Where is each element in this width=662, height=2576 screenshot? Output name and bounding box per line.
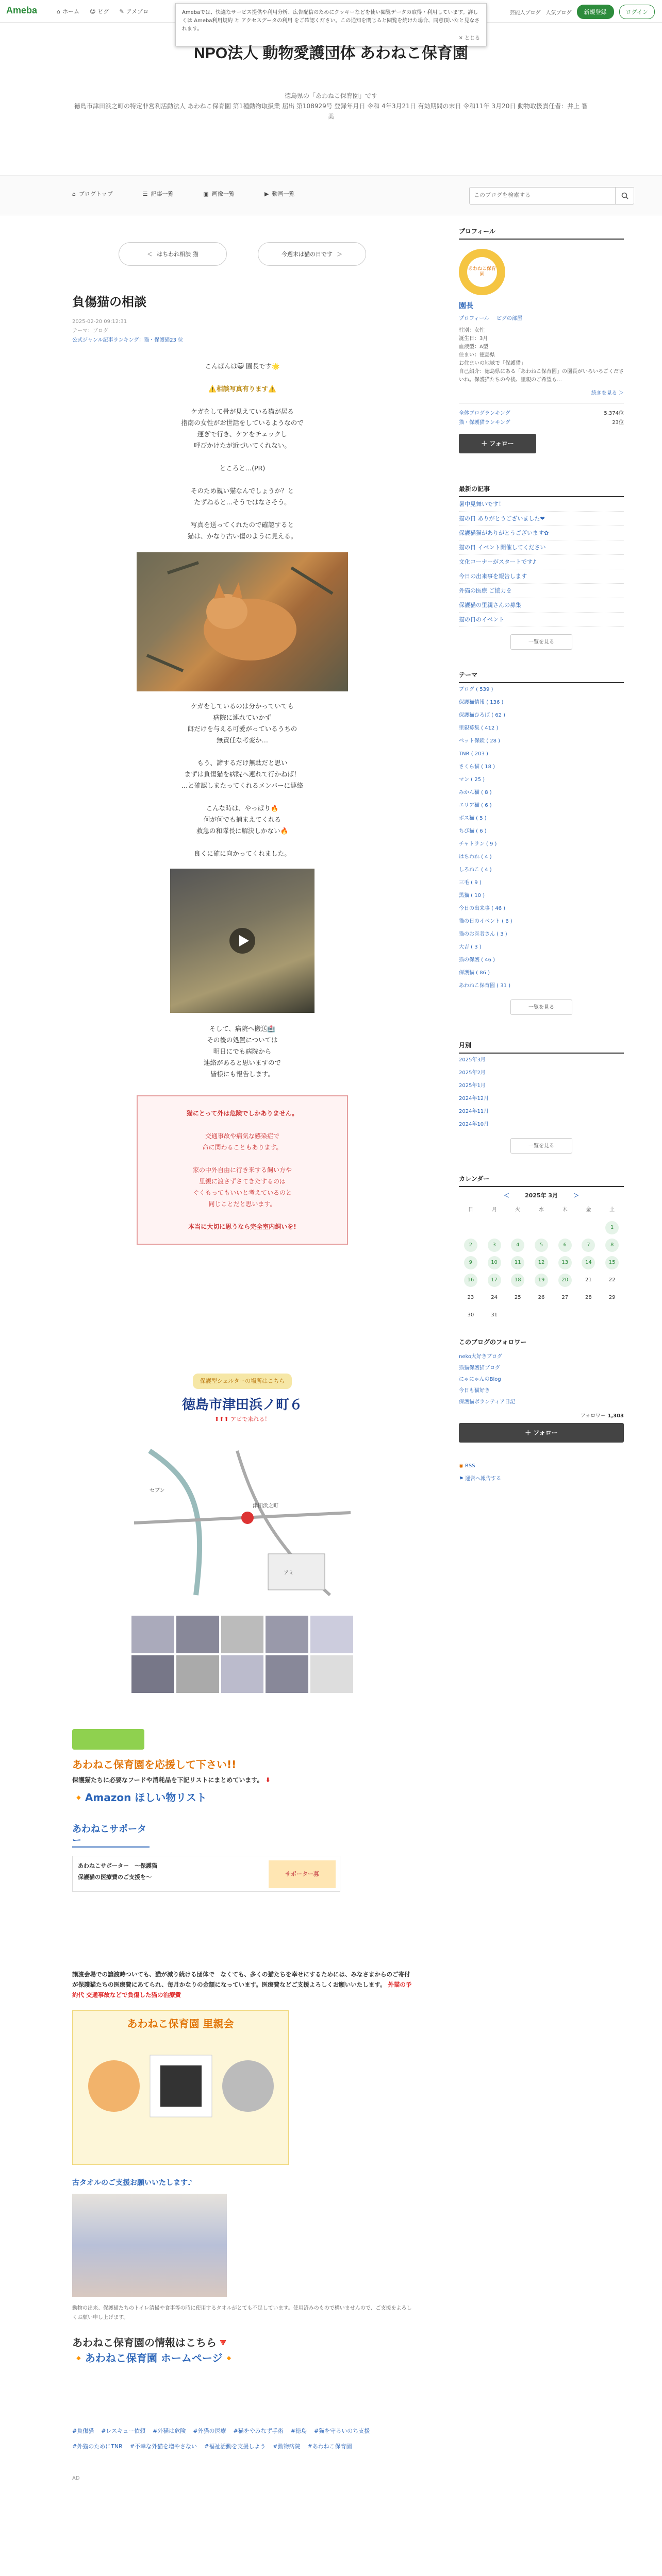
theme-heading: テーマ [459, 670, 624, 683]
amazon-wishlist-link[interactable]: 🔸Amazon ほしい物リスト [72, 1791, 207, 1804]
profile-avatar[interactable] [459, 249, 505, 295]
support-title: あわねこ保育園を応援して下さい!! [72, 1758, 237, 1771]
entry-theme[interactable]: テーマ：ブログ [72, 328, 108, 334]
nav-blog-top[interactable]: ⌂ ブログトップ [72, 190, 113, 197]
blog-description-line1: 徳島県の「あわねこ保育園」です [284, 92, 377, 99]
calendar-prev[interactable]: ＜ [503, 1192, 509, 1199]
calendar-day: 27 [561, 1295, 569, 1300]
sidebar-follow-button[interactable]: ＋ フォロー [459, 434, 536, 453]
popular-blog-link[interactable]: 人気ブログ [545, 10, 572, 16]
list-icon: ☰ [142, 190, 148, 197]
calendar-weekday: 火 [515, 1207, 521, 1213]
calendar-day[interactable]: 18 [511, 1274, 524, 1287]
photo-warning: ⚠️相談写真有ります⚠️ [208, 385, 276, 393]
play-button-icon[interactable] [229, 928, 255, 954]
chevron-right-icon: ＞ [337, 251, 342, 258]
calendar-day [506, 1309, 529, 1322]
follower-count: フォロワー 1,303 [580, 1413, 624, 1419]
ad-label: AD [72, 2476, 80, 2481]
nav-image-list[interactable]: ▣ 画像一覧 [203, 190, 235, 197]
follower-blog-link[interactable]: 猫猫保護猫ブログ [459, 1365, 500, 1371]
poster-title: あわねこ保育園 里親会 [127, 2018, 234, 2030]
recent-entry-link[interactable]: 猫の日 ありがとうございました❤ [459, 512, 624, 526]
paragraph-9: そして、病院へ搬送🏥 その後の処置については 明日にでも病院から 連絡があると思いますので 皆様にも報告します。 [203, 1025, 281, 1078]
shelter-photo [131, 1655, 174, 1693]
homepage-link[interactable]: 🔸あわねこ保育園 ホームページ🔸 [72, 2352, 236, 2364]
theme-link[interactable]: さくら猫 ( 18 ) [459, 764, 495, 770]
profile-links [459, 314, 624, 321]
hashtag[interactable]: #不幸な外猫を増やさない [129, 2443, 197, 2450]
theme-link[interactable]: 猫の保護 ( 46 ) [459, 957, 495, 963]
warning-line-3: 家の中外自由に行き来する飼い方や 里親に渡さずさてきたするのは ぐくもってもいいと考えているのと 同じことだと思います。 [192, 1166, 292, 1208]
calendar-day[interactable]: 14 [582, 1256, 595, 1269]
calendar-weekday: 月 [491, 1207, 497, 1213]
blog-search-input[interactable] [474, 192, 613, 198]
hashtag[interactable]: #福祉活動を支援しよう [204, 2443, 266, 2450]
follower-blog-link[interactable]: 今日も猫好き [459, 1388, 490, 1394]
calendar-day [553, 1309, 577, 1322]
hashtag[interactable]: #あわねこ保育園 [307, 2443, 352, 2450]
calendar-heading: カレンダー [459, 1174, 624, 1187]
archive-link[interactable]: 2025年3月 [459, 1057, 486, 1063]
calendar-weekday: 水 [538, 1207, 544, 1213]
theme-link[interactable]: 猫の日のイベント ( 6 ) [459, 919, 512, 924]
search-button[interactable] [615, 188, 634, 204]
follower-blog-link[interactable]: 保護猫ボランティア日記 [459, 1399, 516, 1405]
arrow-down-icon: ⬇ [263, 1776, 271, 1784]
map-label-seven: セブン [150, 1488, 165, 1494]
hashtag[interactable]: #猫を守るいのち支援 [313, 2428, 370, 2434]
blog-nav [0, 175, 662, 215]
hashtag[interactable]: #レスキュー依頼 [101, 2428, 146, 2434]
theme-link[interactable]: TNR ( 203 ) [459, 751, 488, 757]
shelter-photo [221, 1616, 264, 1653]
map-label-ami: アミ [284, 1570, 294, 1576]
entry-genre-rank[interactable]: 公式ジャンル記事ランキング：猫・保護猫23 位 [72, 337, 184, 343]
calendar-month: 2025年 3月 [524, 1192, 558, 1199]
hashtags [72, 2426, 412, 2452]
archive-link[interactable]: 2025年1月 [459, 1083, 486, 1089]
supporter-card-line2: 保護猫の医療費のご支援を～ [78, 1874, 152, 1880]
ranking-genre-label[interactable]: 猫・保護猫ランキング [459, 420, 510, 426]
shelter-location-label: 保護型シェルターの場所はこちら [193, 1374, 292, 1389]
recent-entry-link[interactable]: 保護猫猫がありがとうございます✿ [459, 526, 624, 540]
sidebar-follow-button-2[interactable]: ＋ フォロー [459, 1423, 624, 1443]
blog-search [469, 187, 634, 205]
indoor-warning-box [137, 1095, 348, 1245]
top-nav [57, 7, 148, 15]
calendar-weekday: 土 [609, 1207, 615, 1213]
shelter-map-title: 徳島市津田浜ノ町６ [181, 1397, 303, 1413]
recent-entry-link[interactable]: 外猫の医療 ご協力を [459, 584, 624, 598]
calendar-day [529, 1221, 553, 1234]
report-link[interactable]: ⚑ 運営へ報告する [459, 1476, 502, 1482]
calendar-day[interactable]: 9 [464, 1256, 477, 1269]
archive-heading: 月別 [459, 1041, 624, 1054]
calendar-day[interactable]: 12 [535, 1256, 548, 1269]
sidebar [459, 222, 624, 1482]
hashtag[interactable]: #外猫の医療 [193, 2428, 226, 2434]
support-badge-icon [72, 1729, 144, 1750]
top-nav-ameblo[interactable]: ✎ アメブロ [119, 8, 149, 15]
hashtag[interactable]: #猫をやみなず手術 [233, 2428, 284, 2434]
calendar-day [577, 1309, 601, 1322]
calendar-nav [459, 1191, 624, 1199]
theme-link[interactable]: 今日の出来事 ( 46 ) [459, 906, 506, 911]
shelter-photo [266, 1616, 308, 1653]
map-label-tsudahama: 津田浜之町 [253, 1503, 278, 1509]
theme-link[interactable]: 猫のお医者さん ( 3 ) [459, 931, 507, 937]
shelter-photo [221, 1655, 264, 1693]
greeting: こんばんは😺 園長です🌟 [205, 362, 280, 370]
calendar-day[interactable]: 11 [511, 1256, 524, 1269]
hashtag[interactable]: #外猫は危険 [153, 2428, 186, 2434]
calendar-day[interactable]: 20 [558, 1274, 572, 1287]
calendar-day: 25 [514, 1295, 521, 1300]
injured-cat-photo[interactable] [137, 552, 348, 691]
supporter-heading: あわねこサポーター [72, 1824, 150, 1848]
shelter-photo [266, 1655, 308, 1693]
ranking-overall-label[interactable]: 全体ブログランキング [459, 411, 510, 416]
cookie-notice-close[interactable]: ✕ とじる [458, 36, 480, 41]
calendar-day[interactable]: 13 [558, 1256, 572, 1269]
entry-pager [72, 242, 412, 266]
theme-link[interactable]: マン ( 25 ) [459, 777, 485, 783]
ranking-box [459, 403, 624, 428]
donation-highlight-2: 交通事故などで負傷した猫の治療費 [86, 1991, 181, 1998]
calendar-weekday: 日 [468, 1207, 473, 1213]
paragraph-1: ケガをして骨が見えている猫が居る 指南の女性がお世話をしているようなので 運ぎで行き、ケアをチェックし 呼びかけたが近づいてくれない。 [181, 408, 304, 449]
image-icon: ▣ [203, 190, 209, 197]
calendar-day: 31 [491, 1312, 498, 1318]
recent-entry-link[interactable]: 文化コーナーがスタートです♪ [459, 555, 624, 569]
calendar-day[interactable]: 6 [558, 1239, 572, 1252]
calendar-day[interactable]: 1 [605, 1221, 619, 1234]
ameba-logo[interactable]: Ameba [6, 5, 38, 15]
theme-link[interactable]: 里親募集 ( 412 ) [459, 725, 499, 731]
calendar-day[interactable]: 7 [582, 1239, 595, 1252]
paragraph-3: そのため親い猫なんでしょうか？と たずねると…そうではなさそう。 [190, 487, 294, 506]
calendar-weekday: 金 [586, 1207, 591, 1213]
recent-entry-link[interactable]: 保護猫の里親さんの募集 [459, 598, 624, 613]
calendar-day [529, 1309, 553, 1322]
theme-link[interactable]: ボス猫 ( 5 ) [459, 816, 487, 821]
towel-note: 動物の出来、保護猫たちのトイレ清掃や食事等の時に使用するタオルがとても不足しています。使用済みのもので構いませんので、ご支援をよろしくお願い申し上げます。 [72, 2306, 412, 2320]
profile-heading: プロフィール [459, 227, 624, 240]
house-icon: ⌂ [72, 190, 76, 197]
theme-list [459, 683, 624, 992]
hashtag[interactable]: #動物病院 [273, 2443, 301, 2450]
calendar-next[interactable]: ＞ [573, 1192, 580, 1199]
followers-heading: このブログのフォロワー [459, 1338, 527, 1346]
video-icon: ▶ [264, 190, 269, 197]
nav-entry-list[interactable]: ☰ 記事一覧 [142, 190, 174, 197]
archive-link[interactable]: 2024年12月 [459, 1096, 489, 1101]
profile-text: 性別：女性 誕生日：3月 血液型：A型 住まい：徳島県 お住まいの地域で「保護猫」 自己紹介：徳島県にある「あわねこ保育園」の園長がいろいろごくださいね。保護猫たちの今後、里親のご希望も… [459, 328, 624, 383]
follower-blog-link[interactable]: にゃにゃんのBlog [459, 1377, 501, 1382]
follower-blog-link[interactable]: neko大好きブログ [459, 1354, 503, 1360]
ranking-overall-value: 5,374位 [604, 411, 624, 416]
calendar-day[interactable]: 2 [464, 1239, 477, 1252]
calendar-day: 22 [608, 1277, 616, 1283]
entry-date: 2025-02-20 09:12:31 [72, 319, 127, 325]
paragraph-7: こんな時は、やっぱり🔥 何が何でも捕まえてくれる 救急の和隊長に解決しかない🔥 [196, 804, 289, 835]
pigg-room-link[interactable]: ピグの部屋 [496, 316, 522, 321]
archive-more-button[interactable]: 一覧を見る [510, 1138, 572, 1154]
towel-heading: 古タオルのご支援お願いいたします♪ [72, 2179, 192, 2187]
next-entry-button[interactable]: 今週末は猫の日です ＞ [258, 242, 366, 266]
calendar-day[interactable]: 16 [464, 1274, 477, 1287]
recent-entry-link[interactable]: 暑中見舞いです！ [459, 497, 624, 512]
pigg-icon: ☺ [89, 8, 96, 15]
recent-entry-link[interactable]: 猫の日のイベント [459, 613, 624, 627]
theme-link[interactable]: みかん猫 ( 8 ) [459, 790, 492, 795]
donation-text: 譲渡会場での譲渡時ついても、猫が減り続ける団体で なくても、多くの猫たちを幸せにするためには、みなさまからのご寄付が保護猫たちの医療費にあてられ、毎月かなりの金額になっています。医療費などご支援よろしくお願いいたします。 外猫の予約代 交通事故などで負傷した猫の治療費 [72, 1971, 412, 1998]
calendar-day[interactable]: 17 [488, 1274, 501, 1287]
celebrity-blog-link[interactable]: 芸能人ブログ [509, 10, 541, 16]
blog-title[interactable]: NPO法人 動物愛護団体 あわねこ保育園 [194, 45, 468, 62]
calendar-day [577, 1221, 601, 1234]
recent-entry-link[interactable]: 猫の日 イベント開催してください [459, 540, 624, 555]
calendar-day [483, 1221, 506, 1234]
theme-link[interactable]: エリア猫 ( 6 ) [459, 803, 492, 808]
entry-title[interactable]: 負傷猫の相談 [72, 295, 146, 309]
theme-link[interactable]: 大吉 ( 3 ) [459, 944, 482, 950]
recent-entries [459, 497, 624, 627]
recent-entry-link[interactable]: 今日の出来事を報告します [459, 569, 624, 584]
supporter-card-line1: あわねこサポーター ～保護猫 [78, 1862, 157, 1869]
home-icon: ⌂ [57, 8, 60, 15]
supporter-link-card[interactable] [72, 1856, 340, 1892]
hashtag[interactable]: #徳島 [290, 2428, 307, 2434]
follower-blog-list [459, 1351, 624, 1408]
rescue-video[interactable] [170, 869, 315, 1013]
chevron-left-icon: ＜ [147, 251, 153, 258]
calendar-weekday: 木 [562, 1207, 568, 1213]
theme-link[interactable]: ちび猫 ( 6 ) [459, 828, 487, 834]
profile-more-link[interactable]: 続きを見る ＞ [591, 391, 624, 396]
calendar-day: 21 [585, 1277, 592, 1283]
theme-link[interactable]: 三毛 ( 9 ) [459, 880, 482, 886]
archive-link[interactable]: 2024年11月 [459, 1109, 489, 1114]
ameblo-icon: ✎ [119, 8, 124, 15]
calendar-day[interactable]: 15 [605, 1256, 619, 1269]
blog-description [72, 91, 590, 122]
nav-video-list[interactable]: ▶ 動画一覧 [264, 190, 295, 197]
theme-link[interactable]: 保護猫ひろば ( 62 ) [459, 713, 506, 718]
paragraph-4: 写真を送ってくれたので確認すると 猫は、かなり古い傷のように見える。 [187, 521, 297, 540]
signup-button[interactable]: 新規登録 [577, 5, 614, 19]
recent-entries-heading: 最新の記事 [459, 484, 624, 497]
prev-entry-button[interactable]: ＜ はちわれ相談 猫 [119, 242, 227, 266]
supporter-card-thumbnail: サポーター募 [269, 1860, 336, 1888]
paragraph-6: もう、諦するだけ無駄だと思い まずは負傷猫を病院へ連れて行かねば！ …と確認しまたってくれるメンバーに連絡 [181, 759, 304, 789]
recent-more-button[interactable]: 一覧を見る [510, 634, 572, 650]
adoption-poster[interactable] [72, 2010, 289, 2165]
calendar-day: 24 [491, 1295, 498, 1300]
theme-link[interactable]: あわねこ保育園 ( 31 ) [459, 983, 511, 989]
shelter-photo [176, 1616, 219, 1653]
warning-line-2: 交通事故や病気な感染症で 命に関わることもあります。 [202, 1132, 283, 1151]
theme-link[interactable]: しろねこ ( 4 ) [459, 867, 492, 873]
theme-link[interactable]: ペット保険 ( 28 ) [459, 738, 501, 744]
archive-list [459, 1054, 624, 1131]
top-nav-pigg[interactable]: ☺ ピグ [89, 8, 109, 15]
theme-more-button[interactable]: 一覧を見る [510, 999, 572, 1015]
theme-link[interactable]: 黒猫 ( 10 ) [459, 893, 485, 899]
theme-link[interactable]: チャトラン ( 9 ) [459, 841, 497, 847]
towel-photo[interactable] [72, 2194, 227, 2297]
paragraph-5: ケガをしているのは分かっていても 病院に連れていかず 餌だけを与える可愛がっているうちの 無責任な考変か… [187, 702, 297, 744]
shelter-photo [131, 1616, 174, 1653]
theme-link[interactable]: 保護猫 ( 86 ) [459, 970, 490, 976]
info-heading: あわねこ保育園の情報はこちら🔻 [72, 2336, 229, 2349]
calendar-grid [459, 1204, 624, 1322]
rss-link[interactable]: ◉ RSS [459, 1463, 475, 1469]
donation-highlight-1: 外猫の予約代 [72, 1981, 412, 1998]
avatar-logo: あわねこ保育園 [467, 257, 497, 287]
shelter-photo [310, 1655, 353, 1693]
rss-icon: ◉ [459, 1463, 464, 1469]
shelter-map-sub: ⬆⬆⬆ アビで来れる！ [214, 1416, 271, 1422]
theme-link[interactable]: ブログ ( 539 ) [459, 687, 493, 692]
calendar-day[interactable]: 8 [605, 1239, 619, 1252]
archive-link[interactable]: 2025年2月 [459, 1070, 486, 1076]
calendar-day[interactable]: 10 [488, 1256, 501, 1269]
calendar-day: 30 [467, 1312, 474, 1318]
calendar-day [600, 1309, 624, 1322]
blog-description-line2: 徳島市津田浜之町の特定非営利活動法人 あわねこ保育園 第1種動物取扱業 届出 第108929号 登録年月日 令和 4年3月21日 有効期間の末日 令和11年 3月20日 動物取扱責任者：井上 智美 [74, 103, 588, 120]
hashtag[interactable]: #負傷猫 [72, 2428, 94, 2434]
profile-link[interactable]: プロフィール [459, 316, 489, 321]
theme-link[interactable]: 保護猫情報 ( 136 ) [459, 700, 504, 705]
login-button[interactable]: ログイン [619, 5, 655, 19]
cookie-notice-text: Amebaでは、快適なサービス提供や利用分析、広告配信のためにクッキーなどを使い閲覧データの取得・利用しています。詳しくは Ameba利用規約 と アクセスデータの利用 をご確認ください。この通知を閉じると閲覧を続けた場合、同意頂いたと見なされます。 [182, 10, 480, 32]
calendar-day [459, 1221, 483, 1234]
hashtag[interactable]: #外猫のためにTNR [72, 2443, 123, 2450]
shelter-photos[interactable] [131, 1616, 353, 1693]
entry-meta [72, 317, 183, 345]
paragraph-8: 良くに確に向かってくれました。 [194, 850, 291, 857]
calendar-day[interactable]: 19 [535, 1274, 548, 1287]
shelter-map[interactable] [134, 1430, 351, 1605]
calendar-day[interactable]: 5 [535, 1239, 548, 1252]
calendar-day: 23 [467, 1295, 474, 1300]
entry-body [72, 355, 412, 2484]
ranking-genre-value: 23位 [612, 420, 624, 426]
calendar-day[interactable]: 4 [511, 1239, 524, 1252]
warning-line-1: 猫にとって外は危険でしかありません。 [186, 1110, 299, 1117]
shelter-photo [310, 1616, 353, 1653]
calendar-day: 26 [538, 1295, 545, 1300]
calendar-day: 28 [585, 1295, 592, 1300]
top-right [510, 5, 655, 19]
search-icon [621, 192, 628, 199]
calendar-day[interactable]: 3 [488, 1239, 501, 1252]
archive-link[interactable]: 2024年10月 [459, 1122, 489, 1127]
warning-line-4: 本当に大切に思うなら完全室内飼いを! [188, 1223, 296, 1230]
calendar-day [506, 1221, 529, 1234]
profile-name[interactable]: 園長 [459, 302, 473, 310]
flag-icon: ⚑ [459, 1476, 464, 1482]
support-sub: 保護猫たちに必要なフードや消耗品を下記リストにまとめています。 ⬇ [72, 1776, 271, 1784]
top-nav-home[interactable]: ⌂ ホーム [57, 8, 79, 15]
paragraph-2: ところと…(PR) [219, 464, 266, 472]
shelter-photo [176, 1655, 219, 1693]
calendar-day [553, 1221, 577, 1234]
calendar-day: 29 [608, 1295, 616, 1300]
theme-link[interactable]: はちわれ ( 4 ) [459, 854, 492, 860]
